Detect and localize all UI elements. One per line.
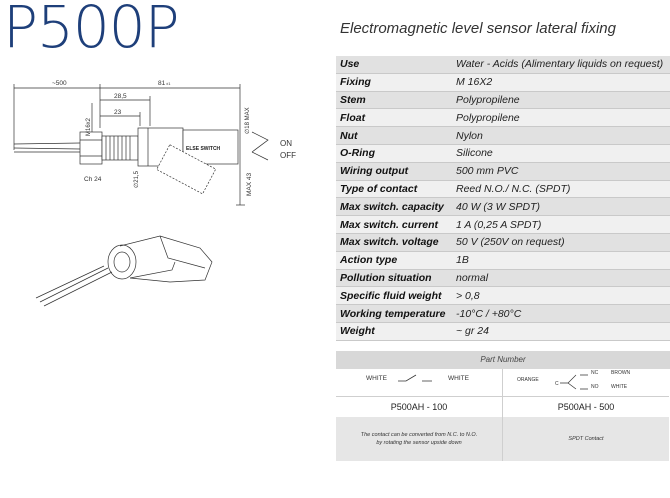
spec-row [336, 56, 670, 73]
part-number-header: Part Number [336, 351, 670, 369]
dim-overall-right: 81 [158, 80, 166, 87]
wire-white-a: WHITE [366, 375, 387, 382]
spec-row [336, 162, 670, 180]
float-brand-label: ELSE SWITCH [186, 146, 221, 152]
dim-dia-float: ∅18 MAX [245, 107, 251, 134]
spec-row [336, 233, 670, 251]
dim-max-height: MAX 43 [246, 172, 253, 196]
spec-key: Stem [336, 91, 452, 109]
spec-value: Water - Acids (Alimentary liquids on request) [452, 56, 670, 73]
state-off: OFF [280, 151, 296, 160]
spec-key: Fixing [336, 73, 452, 91]
spec-value: Polypropilene [452, 109, 670, 127]
spec-key: Wiring output [336, 162, 452, 180]
spec-value: 50 V (250V on request) [452, 233, 670, 251]
spec-row [336, 127, 670, 145]
part-number-block [336, 351, 670, 461]
spec-value: normal [452, 269, 670, 287]
spec-key: Max switch. current [336, 216, 452, 234]
spec-key: Type of contact [336, 180, 452, 198]
contact-nc: NC [591, 370, 599, 376]
spec-key: O-Ring [336, 144, 452, 162]
spec-row [336, 180, 670, 198]
spec-key: Use [336, 56, 452, 73]
part-code-right: P500AH - 500 [503, 397, 669, 417]
spec-value: Polypropilene [452, 91, 670, 109]
part-number-diagram-right [503, 369, 669, 397]
spec-row [336, 322, 670, 340]
spec-key: Max switch. capacity [336, 198, 452, 216]
spec-value: -10°C / +80°C [452, 305, 670, 323]
spec-value: 40 W (3 W SPDT) [452, 198, 670, 216]
spec-value: Silicone [452, 144, 670, 162]
specs-table [336, 56, 670, 341]
contact-c: C [555, 381, 559, 387]
state-on: ON [280, 139, 292, 148]
part-note-right: SPDT Contact [503, 417, 669, 461]
part-code-left: P500AH - 100 [336, 397, 503, 417]
spec-row [336, 91, 670, 109]
spec-row [336, 198, 670, 216]
spec-row [336, 109, 670, 127]
spec-key: Weight [336, 322, 452, 340]
spec-key: Working temperature [336, 305, 452, 323]
dim-23: 23 [114, 109, 122, 116]
spec-key: Nut [336, 127, 452, 145]
spec-value: > 0,8 [452, 287, 670, 305]
spec-key: Pollution situation [336, 269, 452, 287]
spec-value: 1 A (0,25 A SPDT) [452, 216, 670, 234]
spec-row [336, 251, 670, 269]
dim-overall-left: ~500 [52, 80, 67, 87]
dim-nut: Ch 24 [84, 176, 102, 183]
spec-key: Float [336, 109, 452, 127]
dim-28-5: 28,5 [114, 93, 127, 100]
wire-brown: BROWN [611, 370, 631, 376]
product-subtitle: Electromagnetic level sensor lateral fixing [340, 20, 616, 37]
spec-value: 500 mm PVC [452, 162, 670, 180]
technical-drawing [0, 70, 330, 320]
switch-symbol-icon [398, 373, 448, 387]
spec-row [336, 216, 670, 234]
spec-value: ~ gr 24 [452, 322, 670, 340]
contact-no: NO [591, 384, 599, 390]
spec-row [336, 269, 670, 287]
spec-row [336, 305, 670, 323]
spec-key: Specific fluid weight [336, 287, 452, 305]
spec-key: Max switch. voltage [336, 233, 452, 251]
part-note-left-line1: The contact can be converted from N.C. to N.O. [360, 431, 478, 438]
spec-row [336, 73, 670, 91]
dim-dia-bottom: ∅21,5 [134, 171, 140, 188]
spec-value: 1B [452, 251, 670, 269]
spec-key: Action type [336, 251, 452, 269]
wire-white: WHITE [611, 384, 628, 390]
spec-row [336, 144, 670, 162]
part-note-left-line2: by rotating the sensor upside down [376, 440, 462, 446]
dim-overall-right-tol: ±1 [166, 81, 171, 86]
product-title: P500P [3, 0, 179, 61]
part-number-diagram-left [336, 369, 503, 397]
spec-value: Reed N.O./ N.C. (SPDT) [452, 180, 670, 198]
wire-white-b: WHITE [448, 375, 469, 382]
part-note-left [336, 417, 503, 461]
spec-row [336, 287, 670, 305]
spec-value: M 16X2 [452, 73, 670, 91]
dim-thread: M16x2 [86, 117, 92, 136]
spec-value: Nylon [452, 127, 670, 145]
wire-orange: ORANGE [517, 377, 539, 383]
